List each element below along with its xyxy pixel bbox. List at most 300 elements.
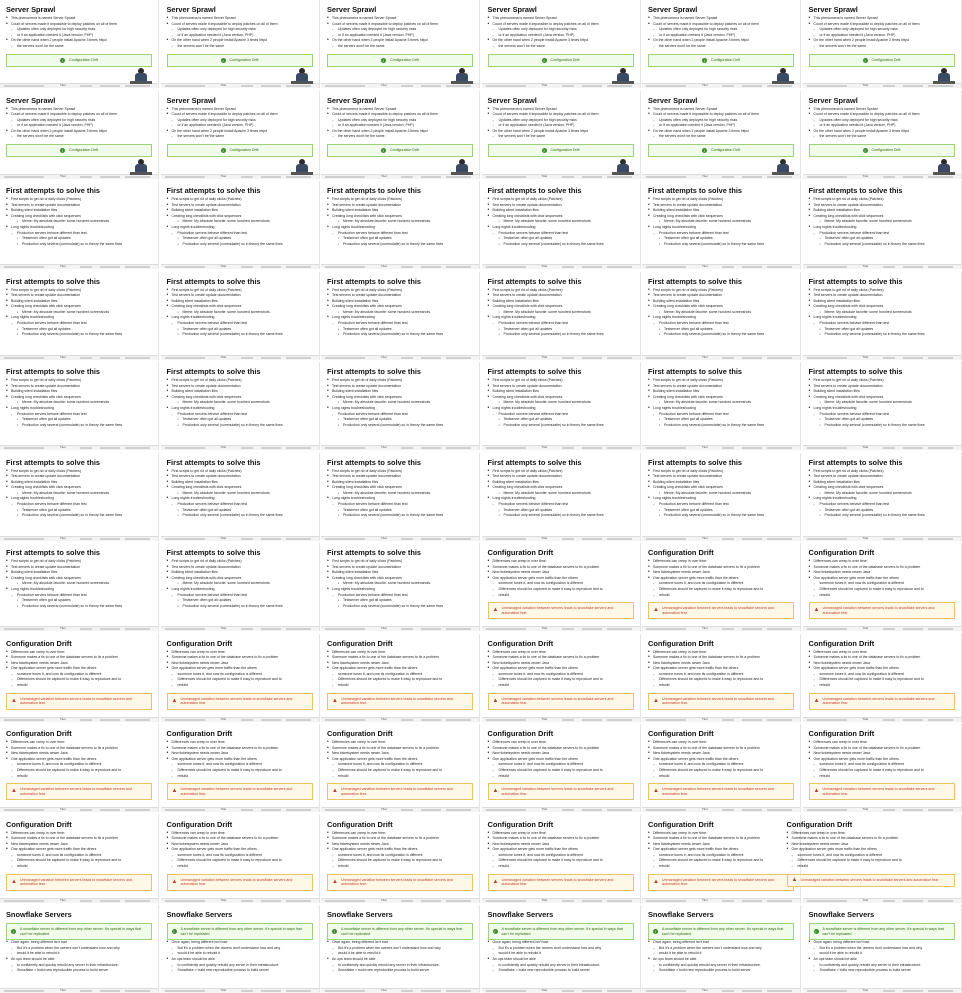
bullet-item: • Test servers to create update documentation [809,474,961,480]
callout-text: Configuration Drift [390,148,419,153]
slide-footer-bar [0,807,158,812]
footer-label: Titel [541,716,548,721]
warning-icon: ▲ [813,697,820,704]
bullet-item: ◦ rebuild [809,774,961,780]
footer-segment [241,809,253,811]
slide-thumbnail-first[interactable] [161,453,320,541]
slide-bullets [0,831,158,870]
footer-segment [241,900,253,902]
bullet-item: ◦ Production servers behave different than test [648,321,800,327]
slide-footer-bar [321,355,479,360]
slide-thumbnail-first[interactable] [642,362,801,450]
bullet-item: ▪ Testserver often got all updates [488,236,640,242]
slide-thumbnail-drift[interactable] [0,815,159,903]
bullet-item: ▪ Meme: My absolute favorite: some hundred screenshots [488,219,640,225]
slide-thumbnail-sprawl[interactable] [0,91,159,179]
slide-thumbnail-drift[interactable] [0,724,159,812]
footer-label: Titel [702,807,708,811]
bullet-item: • Test servers to create update documentation [327,474,479,480]
bullet-item: ▪ Testserver often got all updates [809,236,961,242]
slide-thumbnail-first[interactable] [161,543,320,631]
footer-segment [646,447,686,449]
slide-bullets [642,469,800,519]
slide-footer-bar [321,264,479,269]
bullet-item: ◦ Updates often only deployed for high security risks [809,27,961,33]
slide-thumbnail-snow[interactable] [161,905,320,993]
slide-bullets [0,559,158,609]
slide-thumbnail-drift[interactable] [161,634,320,722]
footer-segment [100,990,120,992]
slide-thumbnail-first[interactable] [642,181,801,269]
footer-label: Titel [220,535,227,540]
slide-bullets [482,559,640,598]
bullet-item: ▪ Testserver often got all updates [648,236,800,242]
bullet-item: ◦ Snowflake > build new reproducible process to build server [167,968,319,974]
slide-thumbnail-drift[interactable] [161,815,320,903]
footer-segment [562,628,574,630]
callout-text: Unmanaged variation between servers leads to snowflake servers and automation fear. [822,606,935,615]
slide-thumbnail-first[interactable] [482,181,641,269]
bullet-item: ▪ Production only several (cummulatie) so in theory the same fixes [327,423,479,429]
slide-bullets [803,650,961,689]
slide-thumbnail-first[interactable] [803,272,962,360]
slide-thumbnail-drift[interactable] [482,724,641,812]
bullet-item: • Building silent installation files [6,480,158,486]
bullet-item: • Long nights troubleshooting [327,406,479,412]
bullet-item: ▪ Meme: My absolute favorite: some hundred screenshots [809,491,961,497]
slide-thumbnail-drift[interactable] [321,724,480,812]
bullet-item: • New ticketsystem needs newer Java [648,751,800,757]
bullet-item: • New ticketsystem needs newer Java [167,751,319,757]
bullet-item: ◦ But it's a problem when the owners don't understand how and why [648,946,800,952]
bullet-item: • Long nights troubleshooting [488,496,640,502]
bullet-item: ◦ someone tunes it, and now its configuration is different [488,672,640,678]
slide-callout [488,874,634,891]
bullet-item: • Someone makes a fix to one of the database servers to fix a problem [809,655,961,661]
bullet-item: • Differences can creep in over time: [648,740,800,746]
bullet-item: • On the other hand when 2 people install Apache 3 times httpd [327,38,479,44]
footer-segment [401,900,413,902]
footer-segment [325,719,365,721]
footer-segment [928,628,953,630]
bullet-item: ◦ rebuild [327,774,479,780]
bullet-item: • On the other hand when 2 people install Apache 3 times httpd [648,38,800,44]
footer-segment [4,538,44,540]
slide-title: Configuration Drift [786,819,853,829]
slide-thumbnail-first[interactable] [161,362,320,450]
bullet-item: ◦ rebuild [488,683,640,689]
bullet-item: • Building silent installation files [6,299,158,305]
slide-thumbnail-drift[interactable] [803,543,962,631]
bullet-item: • Differences can creep in over time: [6,831,158,837]
slide-title: Snowflake Servers [166,910,233,919]
bullet-item: ◦ or if an application needed it (Java version, PHP) [648,33,800,39]
bullet-item: • Differences can creep in over time: [648,650,800,656]
slide-footer-bar [482,445,640,450]
footer-segment [562,719,574,721]
slide-thumbnail-first[interactable] [161,181,320,269]
footer-segment [286,900,311,902]
slide-title: Snowflake Servers [808,910,875,919]
bullet-item: • Differences can creep in over time: [809,559,961,565]
bullet-item: • This phenomena is named Server Sprawl [648,16,800,22]
slide-bullets [321,378,479,428]
footer-segment [646,628,686,630]
callout-text: Unmanaged variation between servers leads to snowflake servers and automation fear. [800,877,940,882]
footer-segment [646,357,686,359]
slide-callout [167,693,313,710]
bullet-item: ◦ to confidently and quickly rebuild any server in their infrastructure. [6,963,158,969]
slide-title: First attempts to solve this [6,276,101,286]
bullet-item: • Creating long checklists with click sequences [167,485,319,491]
bullet-item: • One application server gets more traffic than the others [167,757,319,763]
bullet-item: • Creating long checklists with click sequences [648,214,800,220]
bullet-item: ◦ Production servers behave different than test [488,502,640,508]
bullet-item: • Count of servers made it impossible to deploy patches on all of them [167,112,319,118]
bullet-item: ▪ Meme: My absolute favorite: some hundred screenshots [809,400,961,406]
footer-segment [883,447,895,449]
bullet-item: ◦ Production servers behave different than test [6,321,158,327]
slide-thumbnail-first[interactable] [642,453,801,541]
bullet-item: • Building silent installation files [327,480,479,486]
warning-icon: ▲ [171,788,178,795]
slide-title: Configuration Drift [648,638,714,648]
footer-segment [607,538,632,540]
footer-segment [100,538,120,540]
footer-segment [401,447,413,449]
bullet-item: • Someone makes a fix to one of the database servers to fix a problem [648,746,800,752]
bullet-item: ◦ the servers won't be the same [167,134,319,140]
slide-thumbnail-sprawl[interactable] [482,91,641,179]
bullet-item: • Creating long checklists with click sequences [809,395,961,401]
slide-footer-bar [321,717,479,722]
slide-title: Configuration Drift [648,729,714,738]
footer-segment [928,85,953,87]
slide-title: First attempts to solve this [6,367,101,376]
footer-segment [807,357,847,359]
bullet-item: • Once again, being different isn't bad [488,940,640,946]
footer-segment [486,176,526,178]
bullet-item: ◦ Differences should be captured to make it easy to reproduce and to [167,858,319,864]
bullet-item: • First scripts to get rid of daily clicks (Patches) [167,559,319,565]
slide-thumbnail-first[interactable] [321,362,480,450]
slide-thumbnail-drift[interactable] [482,815,641,903]
footer-segment [722,85,734,87]
bullet-item: • Creating long checklists with click sequences [327,485,479,491]
slide-thumbnail-first[interactable] [321,543,480,631]
bullet-item: • New ticketsystem needs newer Java [488,661,640,667]
warning-icon: ▲ [332,878,338,885]
footer-segment [722,900,734,902]
footer-segment [582,990,602,992]
slide-thumbnail-drift[interactable] [321,815,480,903]
slide-thumbnail-drift[interactable] [642,724,801,812]
bullet-item: • Test servers to create update documentation [327,565,479,571]
footer-segment [903,447,923,449]
footer-segment [80,900,92,902]
footer-label: Titel [60,897,66,902]
footer-segment [286,357,311,359]
callout-text: Unmanaged variation between servers leads to snowflake servers and automation fear. [662,606,774,615]
footer-segment [582,628,602,630]
footer-segment [421,538,441,540]
info-icon: i [60,58,65,63]
bullet-item: • One application server gets more traffic than the others [6,666,158,672]
bullet-item: ◦ Production servers behave different than test [167,593,319,599]
bullet-item: ◦ But it's a problem when the owners don't understand how and why [6,946,158,952]
bullet-item: • Long nights troubleshooting [6,225,158,231]
footer-label: Titel [862,445,869,449]
bullet-item: • An ops team should be able [327,957,479,963]
slide-thumbnail-first[interactable] [803,181,962,269]
bullet-item: ▪ Meme: My absolute favorite: some hundred screenshots [648,400,800,406]
bullet-item: ◦ the servers won't be the same [648,44,800,50]
slide-thumbnail-drift[interactable] [786,815,962,903]
slide-bullets [321,16,479,50]
info-icon: i [60,148,65,153]
footer-segment [446,176,471,178]
footer-label: Titel [220,807,227,811]
bullet-item: • First scripts to get rid of daily clicks (Patches) [327,197,479,203]
bullet-item: ◦ Updates often only deployed for high security risks [488,118,640,124]
footer-segment [421,809,441,811]
slide-thumbnail-drift[interactable] [642,543,801,631]
bullet-item: • This phenomena is named Server Sprawl [648,107,800,113]
slide-thumbnail-first[interactable] [321,272,480,360]
bullet-item: • First scripts to get rid of daily clicks (Patches) [488,288,640,294]
bullet-item: • Test servers to create update documentation [327,203,479,209]
bullet-item: ▪ Production only several (cummulatie) so in theory the same fixes [167,423,319,429]
slide-thumbnail-sprawl[interactable] [0,0,159,88]
warning-icon: ▲ [791,876,798,883]
slide-thumbnail-snow[interactable] [642,905,801,993]
slide-callout [648,693,794,710]
footer-segment [607,628,632,630]
callout-text: Unmanaged variation between servers leads to snowflake servers and automation fear. [341,787,453,796]
slide-thumbnail-drift[interactable] [803,724,962,812]
footer-segment [4,85,44,87]
slide-callout [327,923,473,940]
callout-text: Unmanaged variation between servers leads to snowflake servers and automation fear. [341,877,453,887]
slide-thumbnail-sprawl[interactable] [803,91,962,179]
bullet-item: • Long nights troubleshooting [648,406,800,412]
bullet-item: • Creating long checklists with click sequences [6,395,158,401]
bullet-item: ◦ But it's a problem when the owners don't understand how and why [809,946,961,952]
footer-segment [903,809,923,811]
footer-segment [165,809,205,811]
bullet-item: • Long nights troubleshooting [488,315,640,321]
bullet-item: • Building silent installation files [6,208,158,214]
bullet-item: ◦ someone tunes it, and now its configuration is different [327,672,479,678]
bullet-item: • Someone makes a fix to one of the database servers to fix a problem [167,655,319,661]
slide-title: Snowflake Servers [487,910,554,919]
slide-footer-bar [803,898,961,903]
info-icon: i [381,148,386,153]
slide-title: First attempts to solve this [166,548,261,557]
footer-segment [241,719,253,721]
bullet-item: ▪ Meme: My absolute favorite: some hundred screenshots [6,310,158,316]
warning-icon: ▲ [171,697,178,704]
slide-thumbnail-sprawl[interactable] [803,0,962,88]
slide-thumbnail-sprawl[interactable] [161,0,320,88]
footer-segment [742,85,762,87]
footer-segment [742,990,762,992]
slide-thumbnail-snow[interactable] [0,905,159,993]
bullet-item: ▪ Meme: My absolute favorite: some hundred screenshots [6,219,158,225]
slide-thumbnail-first[interactable] [0,453,159,541]
footer-label: Titel [862,897,869,902]
slide-title: Configuration Drift [6,819,72,829]
slide-thumbnail-first[interactable] [0,272,159,360]
bullet-item: ◦ Differences should be captured to make it easy to reproduce and to [488,858,640,864]
bullet-item: • Differences can creep in over time: [809,650,961,656]
footer-segment [100,357,120,359]
footer-label: Titel [60,354,66,359]
bullet-item: • Creating long checklists with click sequences [648,395,800,401]
slide-thumbnail-first[interactable] [803,362,962,450]
slide-bullets [803,288,961,338]
callout-text: Unmanaged variation between servers leads to snowflake servers and automation fear. [20,877,132,887]
slide-bullets [0,107,158,141]
slide-thumbnail-drift[interactable] [482,543,641,631]
slide-thumbnail-first[interactable] [642,272,801,360]
slide-callout [488,144,634,157]
slide-thumbnail-first[interactable] [482,453,641,541]
footer-label: Titel [862,988,869,992]
slide-thumbnail-snow[interactable] [482,905,641,993]
footer-label: Titel [541,535,548,540]
slide-thumbnail-drift[interactable] [642,634,801,722]
bullet-item: • Someone makes a fix to one of the database servers to fix a problem [6,836,158,842]
info-icon: i [542,58,547,63]
bullet-item: ◦ Differences should be captured to make it easy to reproduce and to [167,768,319,774]
bullet-item: • Creating long checklists with click sequences [488,214,640,220]
info-icon: i [332,929,337,934]
footer-label: Titel [862,535,869,540]
slide-thumbnail-first[interactable] [803,453,962,541]
footer-label: Titel [702,264,708,268]
bullet-item: • This phenomena is named Server Sprawl [327,16,479,22]
bullet-item: ▪ Testserver often got all updates [327,236,479,242]
footer-segment [562,85,574,87]
slide-thumbnail-sprawl[interactable] [482,0,641,88]
slide-thumbnail-drift[interactable] [642,815,801,903]
footer-label: Titel [541,445,548,449]
slide-bullets [642,740,800,779]
bullet-item: ◦ rebuild [648,774,800,780]
footer-segment [742,357,762,359]
bullet-item: ▪ Meme: My absolute favorite: some hundred screenshots [327,219,479,225]
slide-bullets [161,197,319,247]
slide-thumbnail-first[interactable] [482,362,641,450]
footer-segment [722,990,734,992]
footer-segment [767,809,792,811]
slide-footer-bar [321,626,479,631]
bullet-item: ◦ But it's a problem when the owners don't understand how and why [488,946,640,952]
slide-thumbnail-first[interactable] [161,272,320,360]
bullet-item: • Long nights troubleshooting [167,225,319,231]
slide-footer-bar [321,807,479,812]
slide-thumbnail-sprawl[interactable] [321,0,480,88]
footer-segment [582,809,602,811]
footer-label: Titel [220,626,227,630]
footer-segment [767,900,792,902]
slide-title: First attempts to solve this [166,367,261,376]
slide-thumbnail-first[interactable] [482,272,641,360]
footer-segment [125,357,150,359]
bullet-item: • One application server gets more traffic than the others [648,666,800,672]
slide-thumbnail-sprawl[interactable] [642,91,801,179]
slide-thumbnail-sprawl[interactable] [321,91,480,179]
slide-thumbnail-drift[interactable] [482,634,641,722]
bullet-item: • Building silent installation files [488,389,640,395]
bullet-item: ◦ Production servers behave different than test [327,593,479,599]
footer-segment [4,266,44,268]
bullet-item: ◦ Updates often only deployed for high security risks [648,118,800,124]
footer-segment [486,447,526,449]
slide-footer-bar [482,536,640,541]
bullet-item: • Building silent installation files [327,299,479,305]
footer-segment [742,176,762,178]
slide-callout [167,874,313,891]
slide-thumbnail-drift[interactable] [161,724,320,812]
callout-text: Unmanaged variation between servers leads to snowflake servers and automation fear. [341,696,453,706]
slide-thumbnail-first[interactable] [0,543,159,631]
footer-segment [125,990,150,992]
footer-segment [562,266,574,268]
slide-thumbnail-sprawl[interactable] [642,0,801,88]
footer-segment [767,990,792,992]
bullet-item: • Building silent installation files [327,389,479,395]
bullet-item: • Differences can creep in over time: [648,831,800,837]
slide-title: First attempts to solve this [327,367,422,376]
footer-segment [928,809,953,811]
slide-thumbnail-drift[interactable] [803,634,962,722]
footer-segment [325,85,365,87]
slide-bullets [161,288,319,338]
slide-thumbnail-first[interactable] [0,181,159,269]
footer-label: Titel [60,264,66,268]
slide-footer-bar [482,626,640,631]
slide-thumbnail-snow[interactable] [803,905,962,993]
slide-thumbnail-snow[interactable] [321,905,480,993]
bullet-item: ◦ rebuild [6,864,158,870]
bullet-item: ◦ the servers won't be the same [809,134,961,140]
footer-segment [165,357,205,359]
bullet-item: ◦ Updates often only deployed for high security risks [6,118,158,124]
slide-thumbnail-first[interactable] [0,362,159,450]
bullet-item: • Test servers to create update documentation [488,293,640,299]
bullet-item: ◦ Production servers behave different than test [648,412,800,418]
bullet-item: • New ticketsystem needs newer Java [488,842,640,848]
bullet-item: • Building silent installation files [488,299,640,305]
callout-text: Configuration Drift [390,57,419,62]
slide-title: First attempts to solve this [648,367,743,376]
bullet-item: ◦ rebuild [488,864,640,870]
callout-text: Unmanaged variation between servers leads to snowflake servers and automation fear. [180,787,293,796]
slide-thumbnail-first[interactable] [321,453,480,541]
bullet-item: ◦ rebuild [648,593,800,599]
bullet-item: • Someone makes a fix to one of the database servers to fix a problem [327,836,479,842]
slide-thumbnail-drift[interactable] [321,634,480,722]
slide-bullets [321,831,479,870]
slide-thumbnail-drift[interactable] [0,634,159,722]
footer-segment [883,538,895,540]
slide-thumbnail-sprawl[interactable] [161,91,320,179]
bullet-item: • Creating long checklists with click sequences [167,395,319,401]
slide-title: First attempts to solve this [327,276,422,286]
slide-thumbnail-first[interactable] [321,181,480,269]
